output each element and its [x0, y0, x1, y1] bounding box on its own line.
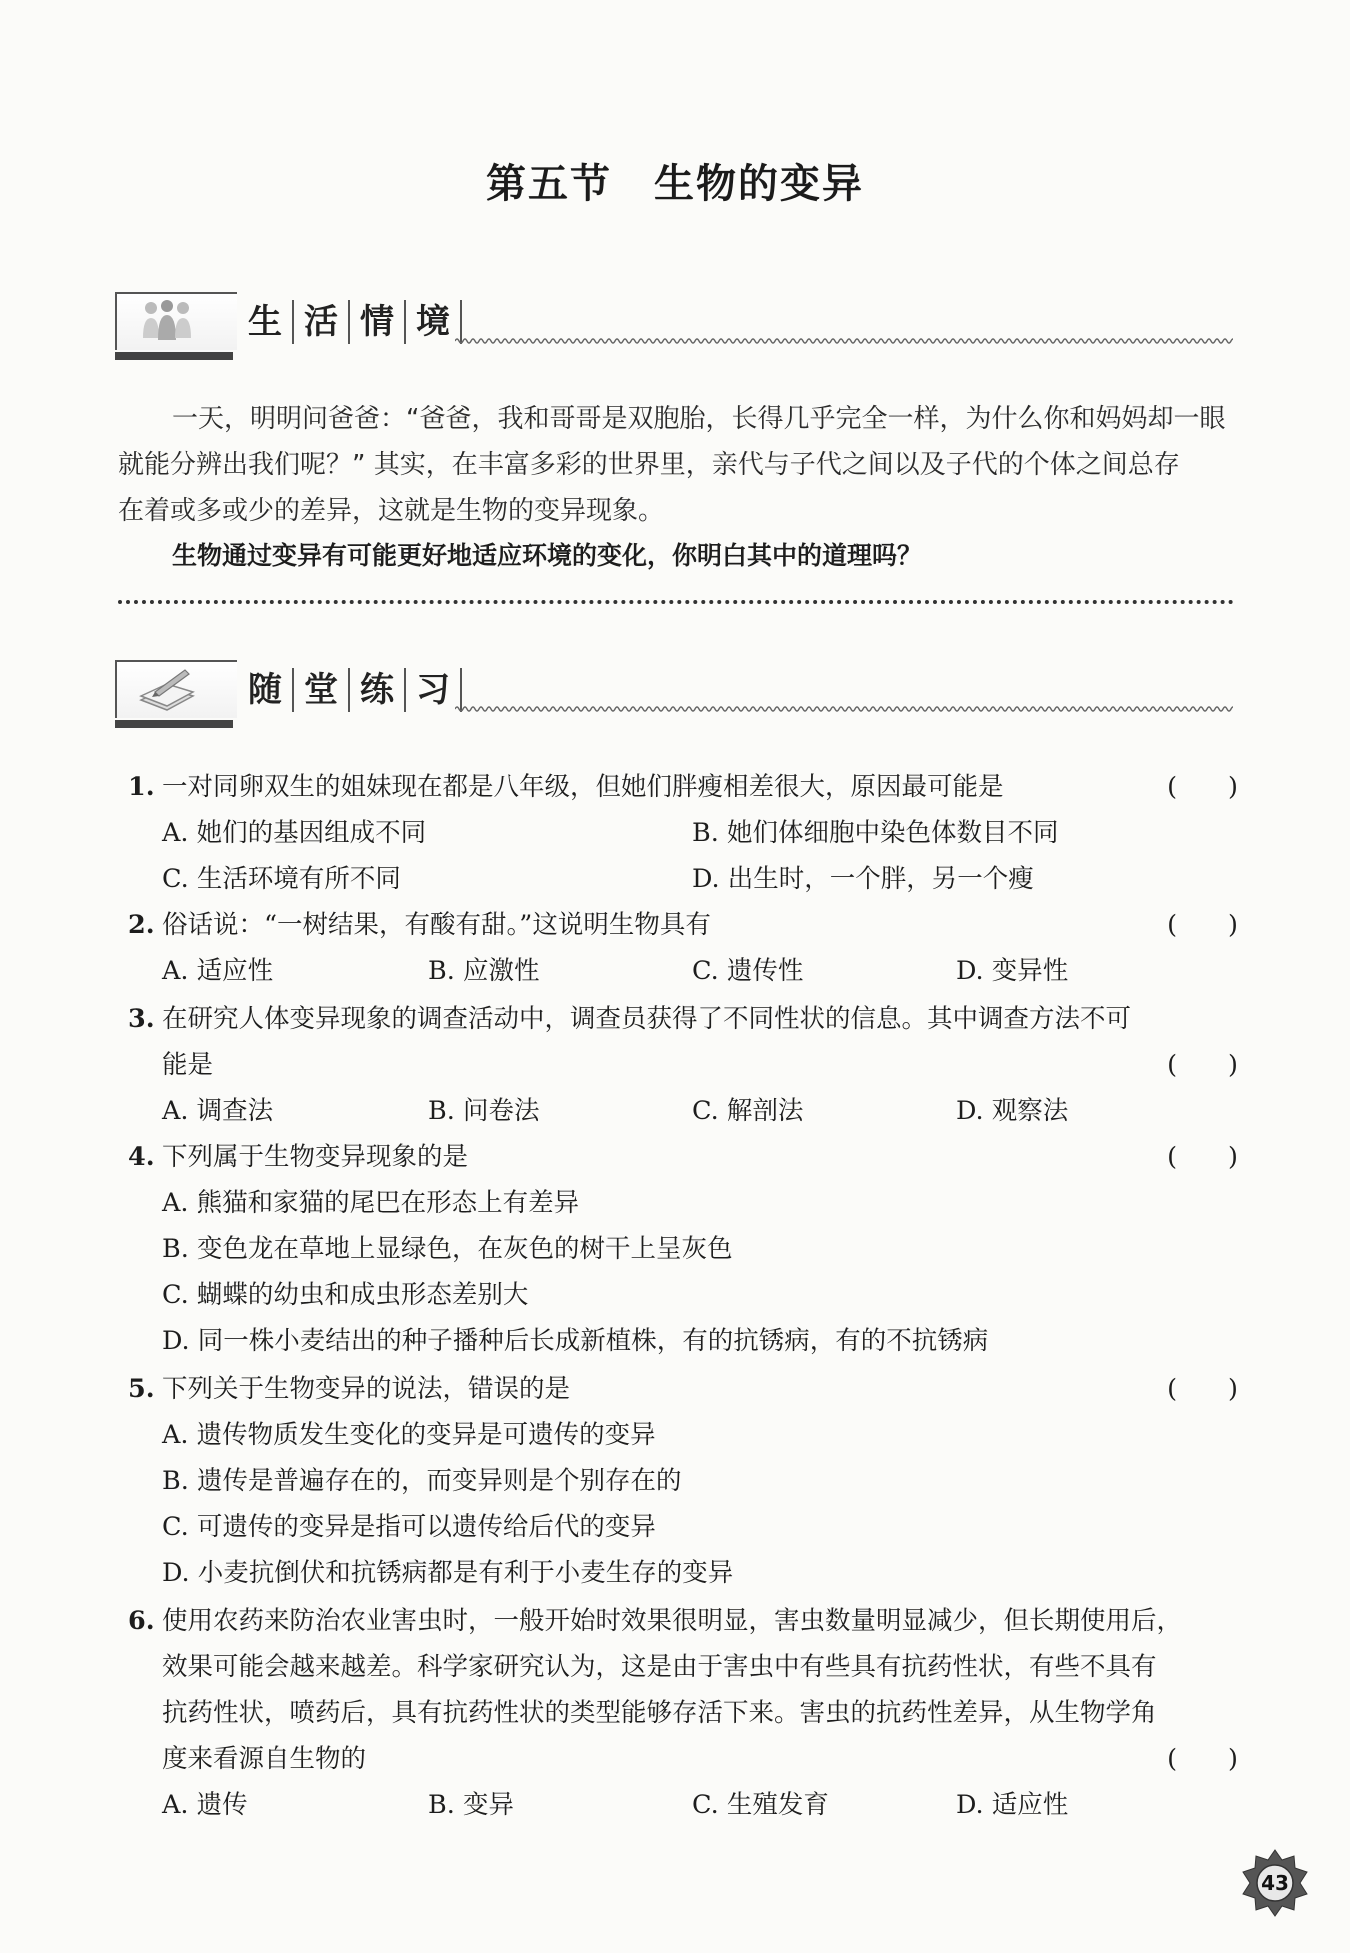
option-1c[interactable]: C. 生活环境有所不同 — [162, 864, 401, 894]
dotted-divider — [118, 600, 1234, 604]
option-3a[interactable]: A. 调查法 — [162, 1096, 274, 1126]
option-5c[interactable]: C. 可遗传的变异是指可以遗传给后代的变异 — [162, 1512, 656, 1542]
option-3b[interactable]: B. 问卷法 — [428, 1096, 540, 1126]
question-stem: 下列属于生物变异现象的是 — [162, 1142, 469, 1172]
option-4c[interactable]: C. 蝴蝶的幼虫和成虫形态差别大 — [162, 1280, 529, 1310]
option-5b[interactable]: B. 遗传是普遍存在的，而变异则是个别存在的 — [162, 1466, 682, 1496]
intro-line-2: 就能分辨出我们呢？” 其实，在丰富多彩的世界里，亲代与子代之间以及子代的个体之间总存 — [118, 450, 1180, 480]
question-stem: 下列关于生物变异的说法，错误的是 — [162, 1374, 571, 1404]
question-stem-continued: 度来看源自生物的 — [162, 1744, 367, 1774]
option-4a[interactable]: A. 熊猫和家猫的尾巴在形态上有差异 — [162, 1188, 580, 1218]
option-6d[interactable]: D. 适应性 — [956, 1790, 1069, 1820]
option-4b[interactable]: B. 变色龙在草地上显绿色，在灰色的树干上呈灰色 — [162, 1234, 733, 1264]
page-title: 第五节 生物的变异 — [486, 160, 864, 207]
option-2c[interactable]: C. 遗传性 — [692, 956, 804, 986]
page-number: 43 — [1261, 1871, 1289, 1895]
label-char: 情 — [350, 300, 406, 344]
question-stem-continued: 能是 — [162, 1050, 214, 1080]
option-3d[interactable]: D. 观察法 — [956, 1096, 1069, 1126]
label-char: 练 — [350, 668, 406, 712]
question-2 — [128, 902, 1238, 948]
wavy-divider — [455, 336, 1233, 346]
question-number: 2. — [128, 910, 155, 940]
section-header-life — [115, 292, 1233, 360]
intro-line-1: 一天，明明问爸爸：“爸爸，我和哥哥是双胞胎，长得几乎完全一样，为什么你和妈妈却一眼 — [172, 404, 1226, 434]
question-1 — [128, 764, 1238, 810]
intro-question: 生物通过变异有可能更好地适应环境的变化，你明白其中的道理吗？ — [172, 541, 923, 570]
option-1a[interactable]: A. 她们的基因组成不同 — [162, 818, 427, 848]
section-icon-box — [115, 660, 237, 718]
option-3c[interactable]: C. 解剖法 — [692, 1096, 804, 1126]
answer-blank[interactable]: ( ) — [1167, 910, 1238, 940]
label-char: 境 — [406, 300, 462, 344]
answer-blank[interactable]: ( ) — [1167, 772, 1238, 802]
label-char: 活 — [294, 300, 350, 344]
question-stem: 在研究人体变异现象的调查活动中，调查员获得了不同性状的信息。其中调查方法不可 — [162, 1004, 1132, 1034]
answer-blank[interactable]: ( ) — [1167, 1744, 1238, 1774]
option-6b[interactable]: B. 变异 — [428, 1790, 514, 1820]
people-icon — [137, 298, 197, 344]
answer-blank[interactable]: ( ) — [1167, 1050, 1238, 1080]
answer-blank[interactable]: ( ) — [1167, 1142, 1238, 1172]
label-char: 随 — [238, 668, 294, 712]
answer-blank[interactable]: ( ) — [1167, 1374, 1238, 1404]
option-5a[interactable]: A. 遗传物质发生变化的变异是可遗传的变异 — [162, 1420, 656, 1450]
option-5d[interactable]: D. 小麦抗倒伏和抗锈病都是有利于小麦生存的变异 — [162, 1558, 734, 1588]
label-char: 生 — [238, 300, 294, 344]
question-stem-continued: 抗药性状，喷药后，具有抗药性状的类型能够存活下来。害虫的抗药性差异，从生物学角 — [162, 1698, 1157, 1728]
option-2d[interactable]: D. 变异性 — [956, 956, 1069, 986]
option-2b[interactable]: B. 应激性 — [428, 956, 540, 986]
pencil-notebook-icon — [137, 666, 197, 712]
section-label-practice — [238, 664, 462, 716]
option-1b[interactable]: B. 她们体细胞中染色体数目不同 — [692, 818, 1059, 848]
option-2a[interactable]: A. 适应性 — [162, 956, 274, 986]
section-header-practice — [115, 660, 1233, 728]
label-char: 堂 — [294, 668, 350, 712]
section-label-life — [238, 296, 462, 348]
question-number: 3. — [128, 1004, 155, 1034]
question-number: 4. — [128, 1142, 155, 1172]
question-3 — [128, 996, 1238, 1088]
intro-paragraph — [118, 396, 1236, 534]
option-6c[interactable]: C. 生殖发育 — [692, 1790, 829, 1820]
wavy-divider — [455, 704, 1233, 714]
option-4d[interactable]: D. 同一株小麦结出的种子播种后长成新植株，有的抗锈病，有的不抗锈病 — [162, 1326, 989, 1356]
section-icon-box — [115, 292, 237, 350]
intro-line-3: 在着或多或少的差异，这就是生物的变异现象。 — [118, 496, 665, 526]
question-number: 1. — [128, 772, 155, 802]
question-4 — [128, 1134, 1238, 1180]
question-number: 6. — [128, 1606, 155, 1636]
option-6a[interactable]: A. 遗传 — [162, 1790, 248, 1820]
question-5 — [128, 1366, 1238, 1412]
question-stem: 俗话说：“一树结果，有酸有甜。”这说明生物具有 — [162, 910, 711, 940]
question-stem: 一对同卵双生的姐妹现在都是八年级，但她们胖瘦相差很大，原因最可能是 — [162, 772, 1004, 802]
question-number: 5. — [128, 1374, 155, 1404]
question-stem-continued: 效果可能会越来越差。科学家研究认为，这是由于害虫中有些具有抗药性状，有些不具有 — [162, 1652, 1157, 1682]
label-char: 习 — [406, 668, 462, 712]
option-1d[interactable]: D. 出生时，一个胖，另一个瘦 — [692, 864, 1034, 894]
question-stem: 使用农药来防治农业害虫时，一般开始时效果很明显，害虫数量明显减少，但长期使用后， — [162, 1606, 1183, 1636]
question-6 — [128, 1598, 1238, 1782]
